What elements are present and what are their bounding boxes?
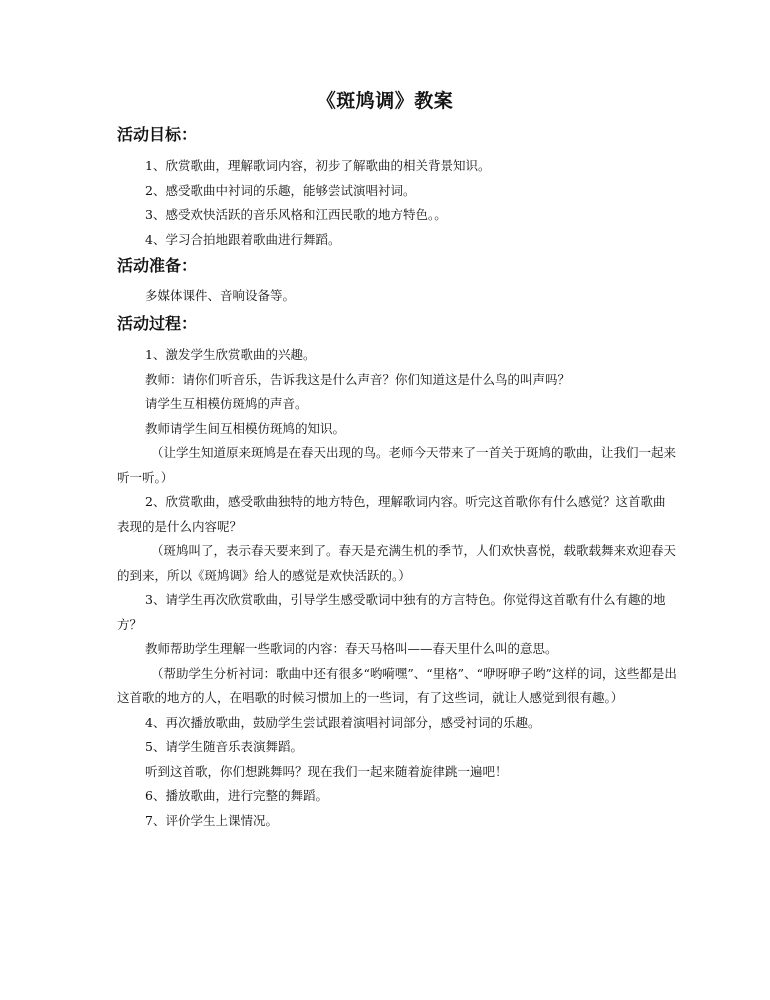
section-goals	[117, 124, 677, 252]
process-paragraph: 1、激发学生欣赏歌曲的兴趣。	[145, 347, 316, 362]
section-heading-preparation: 活动准备：	[117, 256, 198, 275]
process-paragraph: 教师：请你们听音乐，告诉我这是什么声音？你们知道这是什么鸟的叫声吗？	[145, 371, 571, 387]
process-paragraph: 教师请学生间互相模仿斑鸠的知识。	[145, 420, 346, 436]
goal-item: 2、感受歌曲中衬词的乐趣，能够尝试演唱衬词。	[145, 182, 416, 198]
section-process	[117, 313, 677, 833]
document-title: 《斑鸠调》教案	[316, 90, 454, 112]
process-paragraph: 2、欣赏歌曲，感受歌曲独特的地方特色，理解歌词内容。听完这首歌你有什么感觉？这首歌曲表现的是什么内容呢？	[117, 494, 666, 534]
section-preparation	[117, 255, 677, 309]
process-paragraph: 3、请学生再次欣赏歌曲，引导学生感受歌词中独有的方言特色。你觉得这首歌有什么有趣的地方？	[117, 592, 666, 632]
process-paragraph: 7、评价学生上课情况。	[145, 812, 278, 828]
goals-list	[117, 154, 677, 252]
process-paragraph: 6、播放歌曲，进行完整的舞蹈。	[145, 788, 328, 803]
process-paragraph: （斑鸠叫了，表示春天要来到了。春天是充满生机的季节，人们欢快喜悦，载歌载舞来欢迎春天的到来，所以《斑鸠调》给人的感觉是欢快活跃的。）	[117, 543, 677, 583]
process-paragraph: （让学生知道原来斑鸠是在春天出现的鸟。老师今天带来了一首关于斑鸠的歌曲，让我们一起来听一听。）	[117, 445, 677, 485]
process-list	[117, 343, 677, 833]
section-heading-goals: 活动目标：	[117, 125, 198, 144]
process-paragraph: 5、请学生随音乐表演舞蹈。	[145, 739, 303, 754]
preparation-list	[117, 284, 677, 309]
process-paragraph: （帮助学生分析衬词：歌曲中还有很多“哟嗬嘿”、“里格”、“咿呀咿子哟”这样的词，这些都是出这首歌的地方的人，在唱歌的时候习惯加上的一些词，有了这些词，就让人感觉到很有趣。）	[117, 665, 677, 705]
process-paragraph: 4、再次播放歌曲，鼓励学生尝试跟着演唱衬词部分，感受衬词的乐趣。	[145, 714, 541, 730]
process-paragraph: 教师帮助学生理解一些歌词的内容：春天马格叫——春天里什么叫的意思。	[145, 641, 558, 656]
goal-item: 4、学习合拍地跟着歌曲进行舞蹈。	[145, 231, 341, 247]
goal-item: 3、感受欢快活跃的音乐风格和江西民歌的地方特色。。	[145, 207, 447, 222]
process-paragraph: 听到这首歌，你们想跳舞吗？现在我们一起来随着旋律跳一遍吧！	[145, 763, 508, 779]
goal-item: 1、欣赏歌曲，理解歌词内容，初步了解歌曲的相关背景知识。	[145, 158, 491, 173]
preparation-item: 多媒体课件、音响设备等。	[145, 288, 296, 303]
process-paragraph: 请学生互相模仿斑鸠的声音。	[145, 396, 308, 411]
section-heading-process: 活动过程：	[117, 314, 198, 333]
